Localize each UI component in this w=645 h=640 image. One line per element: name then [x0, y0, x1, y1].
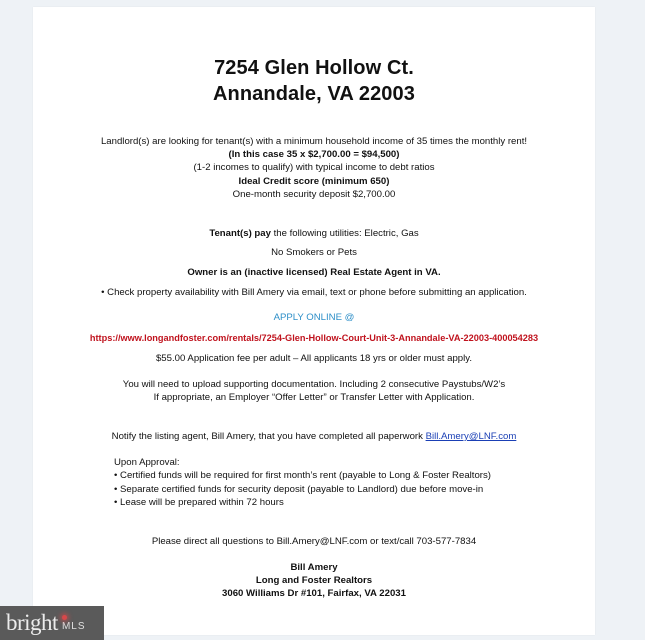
security-deposit: One-month security deposit $2,700.00	[232, 189, 396, 200]
agent-email-link[interactable]: Bill.Amery@LNF.com	[425, 431, 517, 442]
approval-item: • Separate certified funds for security deposit (payable to Landlord) due before move-in	[114, 484, 484, 495]
credit-score: Ideal Credit score (minimum 650)	[238, 176, 390, 187]
title-address: 7254 Glen Hollow Ct.	[214, 57, 414, 79]
approval-item: • Lease will be prepared within 72 hours	[114, 497, 284, 508]
application-fee: $55.00 Application fee per adult – All applicants 18 yrs or older must apply.	[155, 353, 473, 364]
utilities-note	[33, 228, 595, 239]
notify-agent	[33, 431, 595, 442]
owner-note: Owner is an (inactive licensed) Real Estate Agent in VA.	[187, 267, 441, 278]
bright-logo-text: bright	[6, 610, 58, 635]
documentation-line-1: You will need to upload supporting documentation. Including 2 consecutive Paystubs/W2’s	[122, 379, 506, 390]
mls-logo-text: MLS	[61, 620, 86, 632]
listing-document	[33, 7, 595, 635]
questions-line: Please direct all questions to Bill.Amery@LNF.com or text/call 703-577-7834	[151, 536, 477, 547]
agent-name: Bill Amery	[290, 562, 338, 573]
incomes-qualify: (1-2 incomes to qualify) with typical income to debt ratios	[193, 162, 435, 173]
apply-url-link[interactable]: https://www.longandfoster.com/rentals/7254-Glen-Hollow-Court-Unit-3-Annandale-VA-22003-400054283	[89, 333, 539, 343]
notify-text: Notify the listing agent, Bill Amery, that you have completed all paperwork	[111, 431, 426, 442]
agent-company: Long and Foster Realtors	[255, 575, 373, 586]
utilities-rest: the following utilities: Electric, Gas	[270, 228, 419, 239]
documentation-line-2: If appropriate, an Employer “Offer Letter” or Transfer Letter with Application.	[153, 392, 475, 403]
approval-item: • Certified funds will be required for first month’s rent (payable to Long & Foster Realtors)	[114, 470, 491, 481]
agent-address: 3060 Williams Dr #101, Fairfax, VA 22031	[222, 588, 406, 599]
income-requirement: Landlord(s) are looking for tenant(s) with a minimum household income of 35 times the monthly rent!	[100, 136, 528, 147]
logo-dot-icon	[62, 615, 67, 620]
availability-note: • Check property availability with Bill Amery via email, text or phone before submitting an application.	[101, 287, 527, 298]
title-city: Annandale, VA 22003	[213, 83, 415, 105]
apply-online-label: APPLY ONLINE @	[273, 312, 355, 323]
utilities-bold: Tenant(s) pay	[209, 228, 271, 239]
income-example: (In this case 35 x $2,700.00 = $94,500)	[228, 149, 400, 160]
no-smokers-note: No Smokers or Pets	[271, 247, 357, 258]
bright-mls-watermark	[0, 606, 104, 640]
approval-heading: Upon Approval:	[114, 457, 180, 468]
